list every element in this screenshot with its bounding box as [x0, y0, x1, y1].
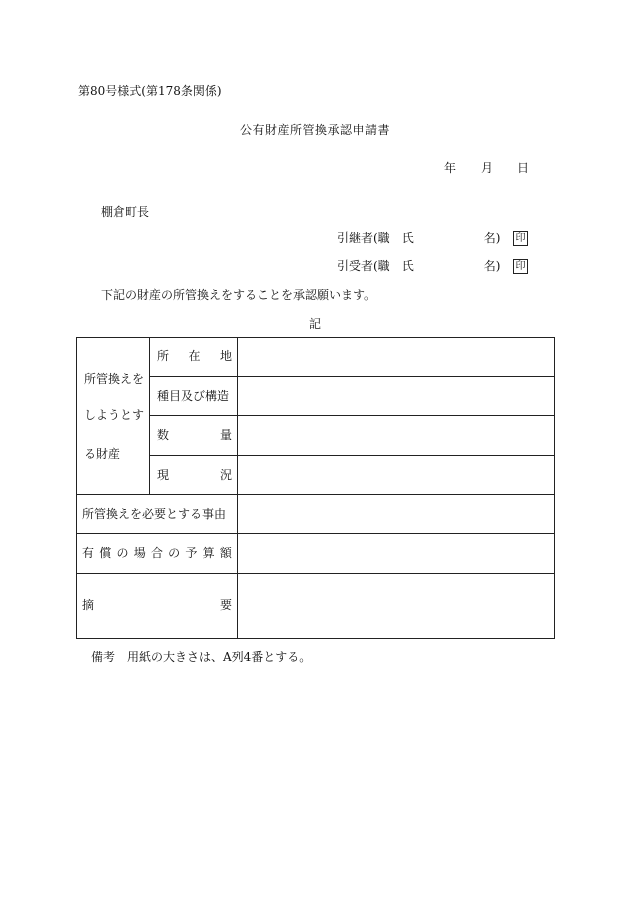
transferor-name-prefix: 氏: [401, 231, 414, 245]
date-day-label: 日: [517, 161, 530, 175]
remarks-label-char: 摘: [82, 598, 95, 612]
location-label-char: 地: [219, 349, 232, 363]
footnote: 備考 用紙の大きさは、A列4番とする。: [91, 650, 312, 664]
transferee-line: [337, 258, 500, 274]
budget-label-char: 償: [99, 546, 112, 560]
date-year-label: 年: [444, 161, 457, 175]
budget-label-char: 場: [133, 546, 146, 560]
addressee: 棚倉町長: [101, 205, 150, 219]
budget-label-char: の: [116, 546, 129, 560]
quantity-label-char: 量: [219, 428, 232, 442]
budget-label-char: 予: [185, 546, 198, 560]
quantity-label: [157, 427, 232, 443]
budget-label: [82, 545, 232, 561]
seal-mark: 印: [513, 259, 528, 274]
property-group-label-line: 所管換えを: [84, 372, 145, 386]
condition-label-char: 現: [157, 468, 170, 482]
transferor-name-suffix: 名): [483, 231, 501, 245]
budget-label-char: 額: [219, 546, 232, 560]
date-month-label: 月: [481, 161, 494, 175]
remarks-label: [82, 597, 232, 613]
condition-label-char: 況: [219, 468, 232, 482]
location-label-char: 在: [188, 349, 201, 363]
quantity-label-char: 数: [157, 428, 170, 442]
transferor-role: 引継者(職: [337, 231, 390, 245]
budget-label-char: 合: [150, 546, 163, 560]
budget-label-char: 算: [202, 546, 215, 560]
budget-label-char: の: [168, 546, 181, 560]
remarks-label-char: 要: [219, 598, 232, 612]
location-label: [157, 348, 232, 364]
property-group-label-line: しようとす: [84, 408, 145, 422]
location-label-char: 所: [157, 349, 170, 363]
reason-label: 所管換えを必要とする事由: [82, 507, 227, 521]
seal-mark: 印: [513, 231, 528, 246]
request-text: 下記の財産の所管換えをすることを承認願います。: [101, 288, 377, 302]
budget-label-char: 有: [82, 546, 95, 560]
property-group-label-line: る財産: [84, 447, 121, 461]
transferee-name-suffix: 名): [483, 259, 501, 273]
transferee-name-prefix: 氏: [401, 259, 414, 273]
document-title: 公有財産所管換承認申請書: [239, 123, 390, 137]
condition-label: [157, 467, 232, 483]
transferor-line: [337, 230, 500, 246]
ki-heading: 記: [308, 317, 321, 331]
property-form-table: [76, 337, 555, 639]
transferee-role: 引受者(職: [337, 259, 390, 273]
form-number: 第80号様式(第178条関係): [78, 84, 222, 98]
category-structure-label: 種目及び構造: [157, 389, 230, 403]
